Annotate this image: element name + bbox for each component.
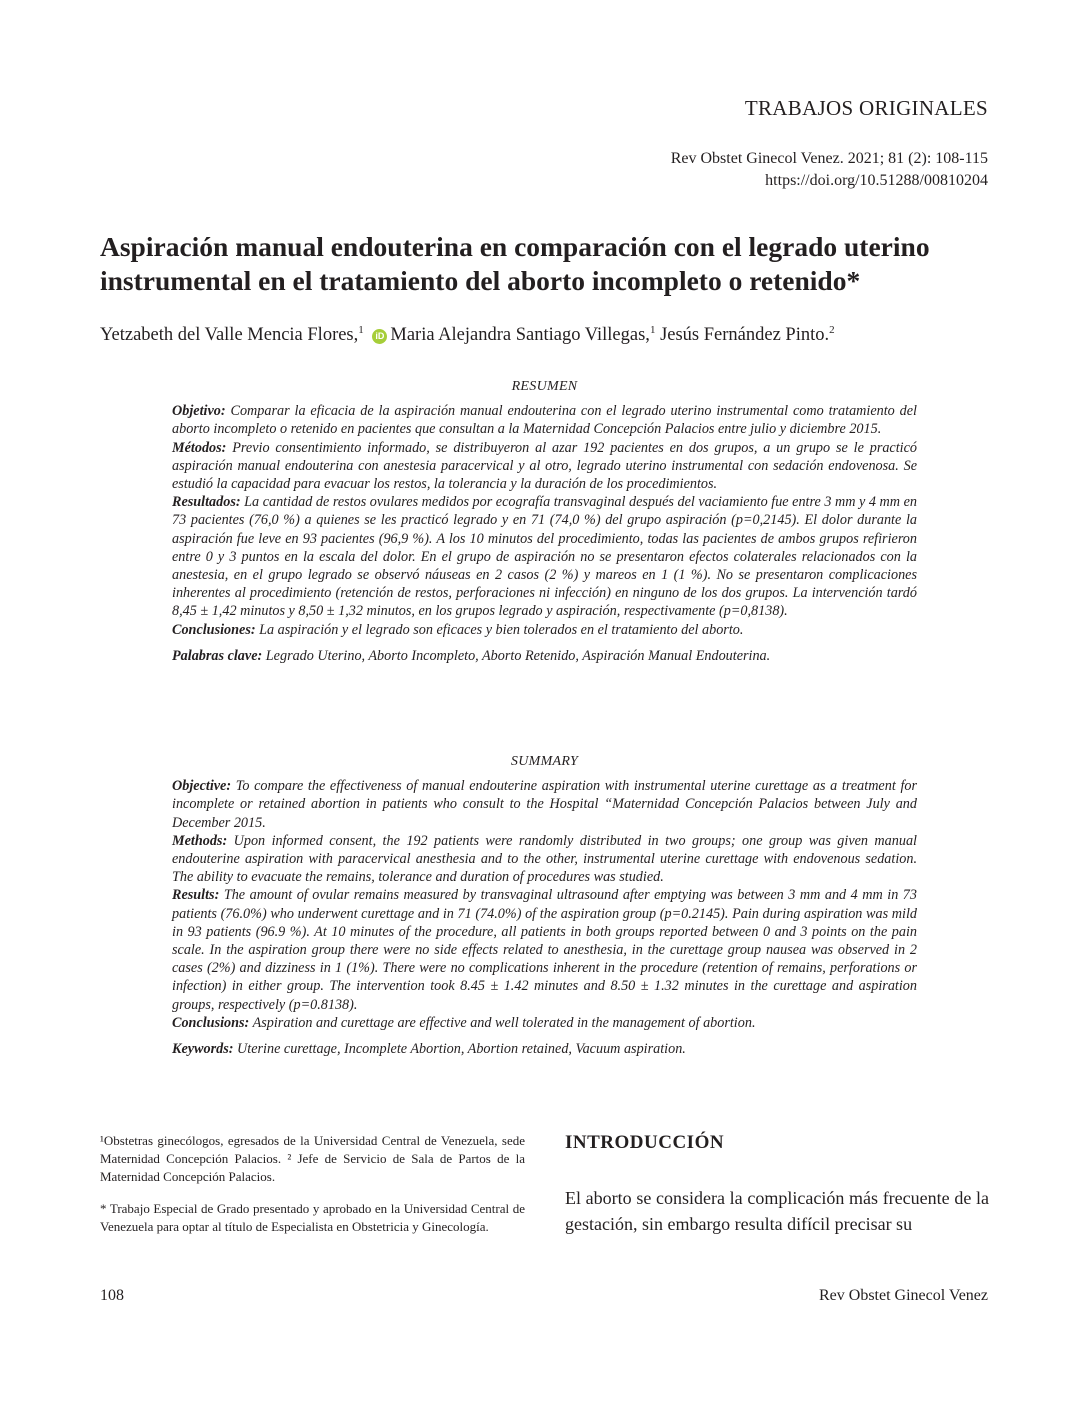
summary-objective <box>172 777 917 832</box>
results-text: The amount of ovular remains measured by transvaginal ultrasound after emptying was between 3 mm and 4 mm in 73 patients (76.0%) who underwent curettage and in 71 (74.0%) of the aspiration group (p=0.2145). Pain during aspiration was mild in 93 patients (96.9 %). At 10 minutes of the procedure, all patients in both groups reported between 0 and 3 points on the pain scale. In the aspiration group there were no side effects related to anesthesia, in the curettage group nausea was observed in 2 cases (2%) and dizziness in 1 (1%). There were no complications inherent in the procedure (retention of remains, perforations or infection) in either group. The intervention took 8.45 ± 1.42 minutes and 8.50 ± 1.32 minutes in the curettage and aspiration groups, respectively (p=0.8138). <box>172 887 917 1013</box>
objetivo-label: Objetivo: <box>172 403 226 420</box>
objetivo-text: Comparar la eficacia de la aspiración manual endouterina con el legrado uterino instrumental como tratamiento del aborto incompleto o retenido en pacientes que consultan a la Maternidad Concepción Palacios entre julio y diciembre 2015. <box>172 403 918 438</box>
results-label: Results: <box>172 887 220 904</box>
conclusions-text: Aspiration and curettage are effective and well tolerated in the management of abortion. <box>252 1014 756 1031</box>
article-title: Aspiración manual endouterina en comparación con el legrado uterino instrumental en el tratamiento del aborto incompleto o retenido* <box>100 231 930 296</box>
footnote-thesis: * Trabajo Especial de Grado presentado y aprobado en la Universidad Central de Venezuela para optar al título de Especialista en Obstetricia y Ginecología. <box>100 1201 525 1234</box>
author-3-affiliation: 2 <box>829 324 835 336</box>
resumen-objetivo <box>172 402 917 438</box>
summary-block <box>172 753 917 1058</box>
summary-keywords <box>172 1040 917 1058</box>
palabras-clave-label: Palabras clave: <box>172 647 263 664</box>
summary-heading: SUMMARY <box>510 754 579 769</box>
objective-label: Objective: <box>172 778 232 795</box>
palabras-clave-text: Legrado Uterino, Aborto Incompleto, Aborto Retenido, Aspiración Manual Endouterina. <box>265 647 771 664</box>
page-number: 108 <box>100 1287 124 1304</box>
metodos-label: Métodos: <box>172 439 227 456</box>
author-1-affiliation: 1 <box>358 324 364 336</box>
keywords-text: Uterine curettage, Incomplete Abortion, Abortion retained, Vacuum aspiration. <box>237 1041 686 1058</box>
methods-text: Upon informed consent, the 192 patients were randomly distributed in two groups; one group was given manual endouterine aspiration with paracervical anesthesia and to the other, instrumental uterine curettage with endovenous sedation. The ability to evacuate the remains, tolerance and duration of procedures was studied. <box>172 832 917 886</box>
author-3: Jesús Fernández Pinto. <box>660 325 830 346</box>
conclusions-label: Conclusions: <box>172 1014 250 1031</box>
introduccion-text: El aborto se considera la complicación más frecuente de la gestación, sin embargo resulta difícil precisar su <box>565 1188 989 1234</box>
resumen-conclusiones <box>172 621 917 639</box>
metodos-text: Previo consentimiento informado, se distribuyeron al azar 192 pacientes en dos grupos, a un grupo se le practicó aspiración manual endouterina con anestesia paracervical y al otro, legrado uterino instrumental con sedación endovenosa. Se estudió la capacidad para evacuar los restos, la tolerancia y la duración de los procedimientos. <box>172 439 918 493</box>
summary-conclusions <box>172 1014 917 1032</box>
resultados-label: Resultados: <box>172 494 241 511</box>
footnote-affiliations: ¹Obstetras ginecólogos, egresados de la Universidad Central de Venezuela, sede Maternidad Concepción Palacios. ² Jefe de Servicio de Sala de Partos de la Maternidad Concepción Palacios. <box>100 1133 525 1184</box>
footnotes <box>100 1132 525 1250</box>
section-label: TRABAJOS ORIGINALES <box>744 96 988 120</box>
conclusiones-label: Conclusiones: <box>172 621 256 638</box>
keywords-label: Keywords: <box>172 1041 234 1058</box>
resultados-text: La cantidad de restos ovulares medidos por ecografía transvaginal después del vaciamiento fue entre 3 mm y 4 mm en 73 pacientes (76,0 %) a quienes se les practicó legrado y en 71 (74,0 %) del grupo aspiración (p=0,2145). El dolor durante la aspiración fue leve en 93 pacientes (96,9 %). A los 10 minutos del procedimiento, todas las pacientes de ambos grupos refirieron entre 0 y 3 puntos en la escala del dolor. En el grupo de aspiración no se presentaron efectos colaterales relacionados con la anestesia, en el grupo legrado se observó náuseas en 2 casos (2 %) y mareos en 1 (1 %). No se presentaron complicaciones inherentes al procedimiento (retención de restos, perforaciones ni infección) en ninguno de los dos grupos. La intervención tardó 8,45 ± 1,42 minutos y 8,50 ± 1,32 minutos, en los grupos legrado y aspiración, respectivamente (p=0,8138). <box>172 494 917 620</box>
orcid-icon[interactable]: iD <box>372 329 387 344</box>
journal-citation: Rev Obstet Ginecol Venez. 2021; 81 (2): 108-115 <box>670 150 988 167</box>
resumen-heading: RESUMEN <box>511 379 578 394</box>
author-list <box>100 318 990 347</box>
summary-results <box>172 886 917 1013</box>
resumen-block <box>172 378 917 665</box>
doi-link[interactable]: https://doi.org/10.51288/00810204 <box>765 172 988 189</box>
resumen-metodos <box>172 439 917 494</box>
resumen-resultados <box>172 493 917 620</box>
resumen-palabras-clave <box>172 647 917 665</box>
conclusiones-text: La aspiración y el legrado son eficaces y bien tolerados en el tratamiento del aborto. <box>259 621 744 638</box>
objective-text: To compare the effectiveness of manual endouterine aspiration with instrumental uterine curettage as a treatment for incomplete or retained abortion in patients who consult to the Hospital “Maternidad Concepción Palacios between July and December 2015. <box>172 778 918 831</box>
author-1: Yetzabeth del Valle Mencia Flores, <box>100 325 359 346</box>
author-2: Maria Alejandra Santiago Villegas, <box>390 325 650 346</box>
citation-block <box>671 148 988 192</box>
summary-methods <box>172 832 917 887</box>
author-2-affiliation: 1 <box>649 324 656 336</box>
introduccion-heading: INTRODUCCIÓN <box>565 1132 725 1153</box>
methods-label: Methods: <box>172 832 228 849</box>
journal-footer: Rev Obstet Ginecol Venez <box>819 1287 988 1304</box>
